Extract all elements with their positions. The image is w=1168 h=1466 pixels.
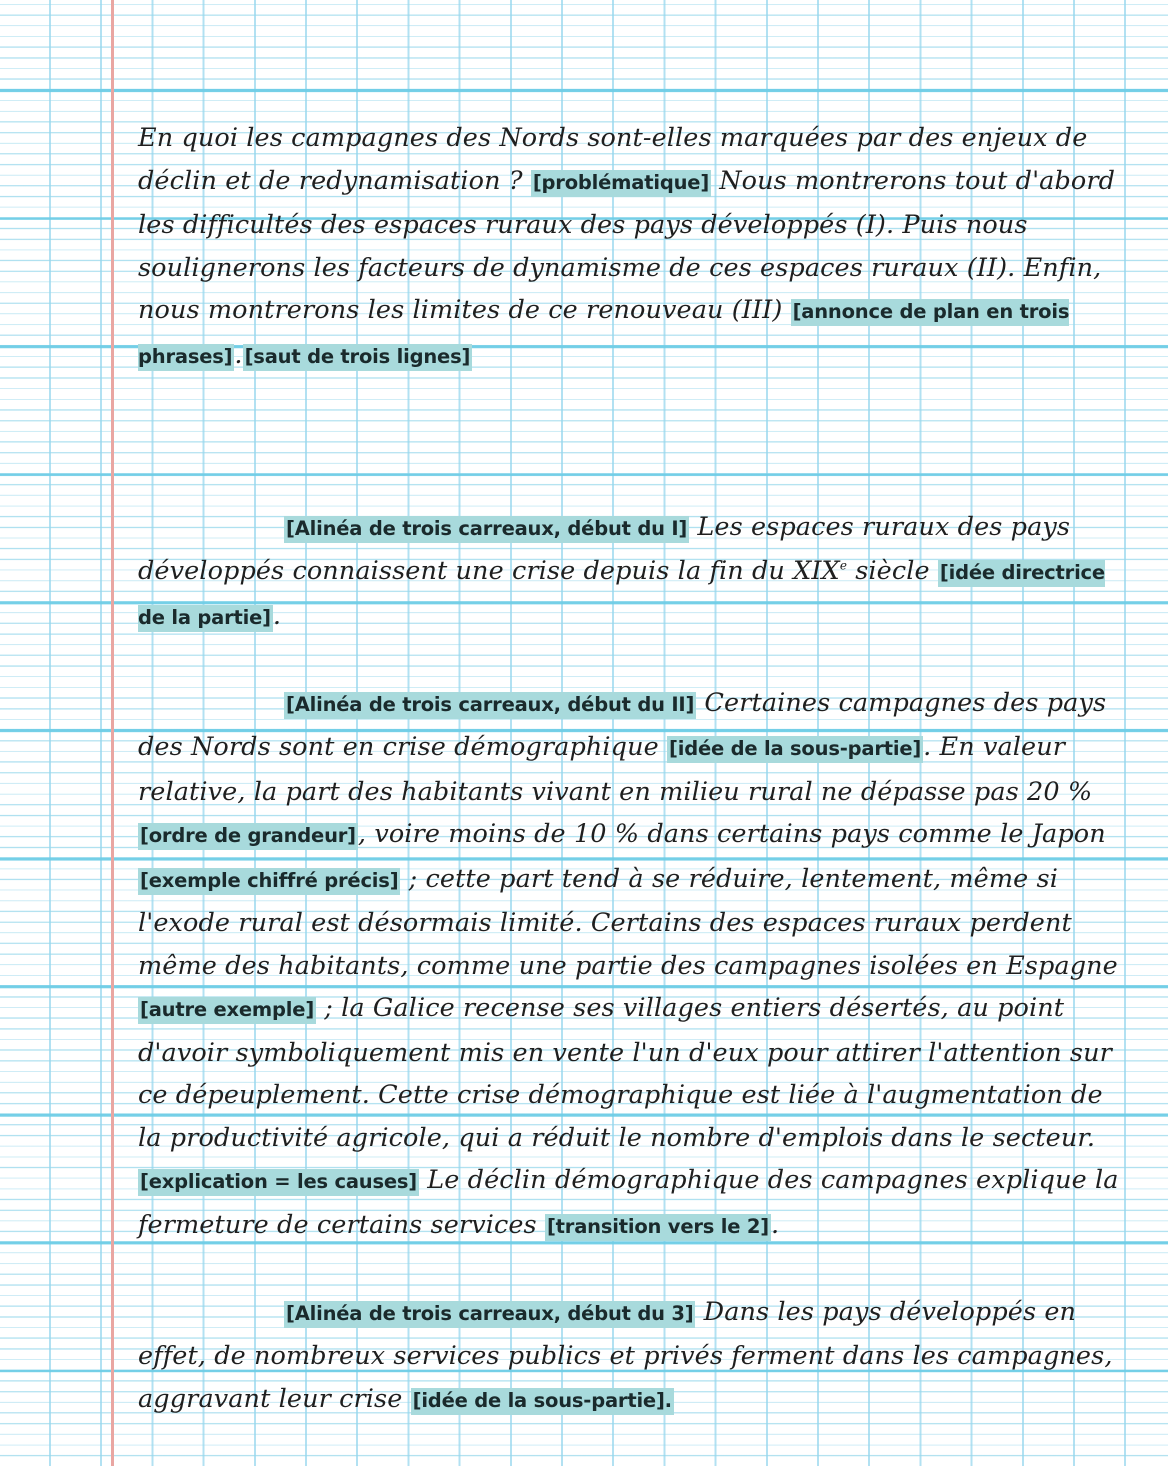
part1-paragraph — [138, 506, 1128, 640]
sub1-text-3: , voire moins de 10 % dans certains pays comme le Japon — [357, 819, 1106, 849]
annotation-plan: [annonce de plan en trois phrases] — [138, 299, 1069, 371]
part1-text-2: siècle — [847, 556, 938, 586]
annotation-exemple-chiffre: [exemple chiffré précis] — [138, 868, 400, 895]
annotation-idee-directrice: [idée directrice de la partie] — [138, 560, 1105, 632]
part1-text-1: Les espaces ruraux des pays développés connaissent une crise depuis la fin du XIX — [138, 511, 1071, 586]
sub2-paragraph — [138, 1291, 1128, 1423]
blank-lines — [138, 378, 1128, 506]
sub1-text-2: . En valeur relative, la part des habitants vivant en milieu rural ne dépasse pas 20 % — [138, 732, 1093, 807]
annotation-idee-sous-partie: [idée de la sous-partie] — [667, 736, 923, 763]
superscript-e: e — [839, 558, 848, 573]
intro-text-2: Nous montrerons tout d'abord les difficultés des espaces ruraux des pays développés (I). Puis nous soulignerons les facteurs de dynamisme de ces espaces ruraux (II). Enfin, nous montrerons les limites de ce renouveau (III) — [138, 165, 1116, 325]
part1-text-3: . — [272, 600, 282, 631]
blank-line — [138, 639, 1128, 682]
intro-text-1: En quoi les campagnes des Nords sont-elles marquées par des enjeux de déclin et de redynamisation ? — [138, 123, 1088, 196]
intro-paragraph — [138, 117, 1128, 378]
annotation-idee-sous-partie-2: [idée de la sous-partie]. — [411, 1388, 674, 1415]
annotation-problematique: [problématique] — [531, 170, 711, 197]
annotation-alinea-i: [Alinéa de trois carreaux, début du I] — [284, 516, 689, 543]
sub1-text-6: Le déclin démographique des campagnes explique la fermeture de certains services — [138, 1165, 1119, 1240]
annotation-transition: [transition vers le 2] — [545, 1214, 771, 1241]
annotation-autre-exemple: [autre exemple] — [138, 997, 316, 1024]
sub1-paragraph — [138, 682, 1128, 1249]
margin-line — [111, 0, 114, 1466]
annotation-saut: [saut de trois lignes] — [243, 344, 473, 371]
sub1-text-1: Certaines campagnes des pays des Nords sont en crise démographique — [138, 687, 1107, 762]
blank-line — [138, 1248, 1128, 1291]
sub2-text-1: Dans les pays développés en effet, de nombreux services publics et privés ferment dans les campagnes, aggravant leur crise — [138, 1296, 1113, 1414]
annotation-alinea-3: [Alinéa de trois carreaux, début du 3] — [284, 1301, 695, 1328]
annotation-alinea-ii: [Alinéa de trois carreaux, début du II] — [284, 692, 696, 719]
essay-text — [138, 117, 1128, 1422]
sub1-text-5: ; la Galice recense ses villages entiers désertés, au point d'avoir symboliquement mis en vente l'un d'eux pour attirer l'attention sur ce dépeuplement. Cette crise démographique est liée à l'augmentation de la productivité agricole, qui a réduit le nombre d'emplois dans le secteur. — [138, 993, 1112, 1153]
annotation-explication: [explication = les causes] — [138, 1169, 419, 1196]
intro-text-3: . — [234, 339, 243, 370]
sub1-text-7: . — [770, 1209, 780, 1240]
annotation-ordre-grandeur: [ordre de grandeur] — [138, 823, 358, 850]
sub1-text-4: ; cette part tend à se réduire, lentement, même si l'exode rural est désormais limité. Certains des espaces ruraux perdent même des habitants, comme une partie des campagnes isolées en Espagne — [138, 863, 1118, 981]
